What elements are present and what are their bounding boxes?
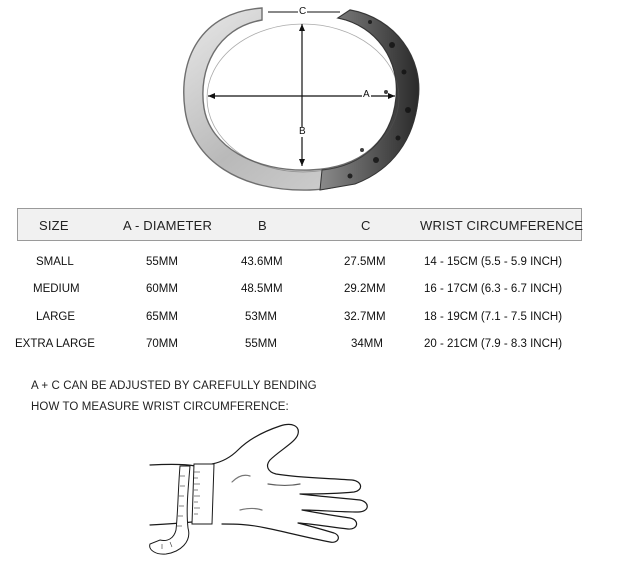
- cell-wrist: 16 - 17CM (6.3 - 6.7 INCH): [424, 283, 563, 295]
- table-row: [0, 311, 626, 327]
- cell-wrist: 20 - 21CM (7.9 - 8.3 INCH): [424, 338, 563, 350]
- cell-wrist: 14 - 15CM (5.5 - 5.9 INCH): [424, 256, 563, 268]
- cell-a: 60MM: [146, 283, 178, 295]
- hand-outline: [212, 424, 367, 542]
- cell-c: 32.7MM: [344, 311, 386, 323]
- cell-a: 55MM: [146, 256, 178, 268]
- cell-b: 48.5MM: [241, 283, 283, 295]
- adjust-note: A + C CAN BE ADJUSTED BY CAREFULLY BENDING: [31, 380, 317, 392]
- header-a-diameter: A - DIAMETER: [123, 218, 213, 233]
- measure-heading: HOW TO MEASURE WRIST CIRCUMFERENCE:: [31, 401, 289, 413]
- dim-label-a: A: [363, 89, 370, 100]
- cell-a: 70MM: [146, 338, 178, 350]
- cell-c: 34MM: [351, 338, 383, 350]
- cell-wrist: 18 - 19CM (7.1 - 7.5 INCH): [424, 311, 563, 323]
- dim-label-c: C: [299, 6, 307, 17]
- cell-a: 65MM: [146, 311, 178, 323]
- header-b: B: [258, 218, 267, 233]
- size-table-header: [17, 208, 582, 241]
- cell-b: 53MM: [245, 311, 277, 323]
- cell-size: SMALL: [36, 256, 74, 268]
- header-c: C: [361, 218, 371, 233]
- dim-label-b: B: [299, 126, 306, 137]
- cell-size: LARGE: [36, 311, 75, 323]
- header-size: SIZE: [39, 218, 69, 233]
- cell-size: EXTRA LARGE: [15, 338, 95, 350]
- bracelet-textured-end: [320, 10, 419, 190]
- header-wrist-circumference: WRIST CIRCUMFERENCE: [420, 218, 584, 233]
- measuring-tape: [150, 464, 214, 554]
- table-row: [0, 283, 626, 299]
- table-row: [0, 338, 626, 354]
- bracelet-diagram: [0, 0, 626, 200]
- cell-b: 55MM: [245, 338, 277, 350]
- cell-c: 29.2MM: [344, 283, 386, 295]
- cell-c: 27.5MM: [344, 256, 386, 268]
- table-row: [0, 256, 626, 272]
- cell-b: 43.6MM: [241, 256, 283, 268]
- cell-size: MEDIUM: [33, 283, 80, 295]
- hand-measure-illustration: [130, 420, 390, 570]
